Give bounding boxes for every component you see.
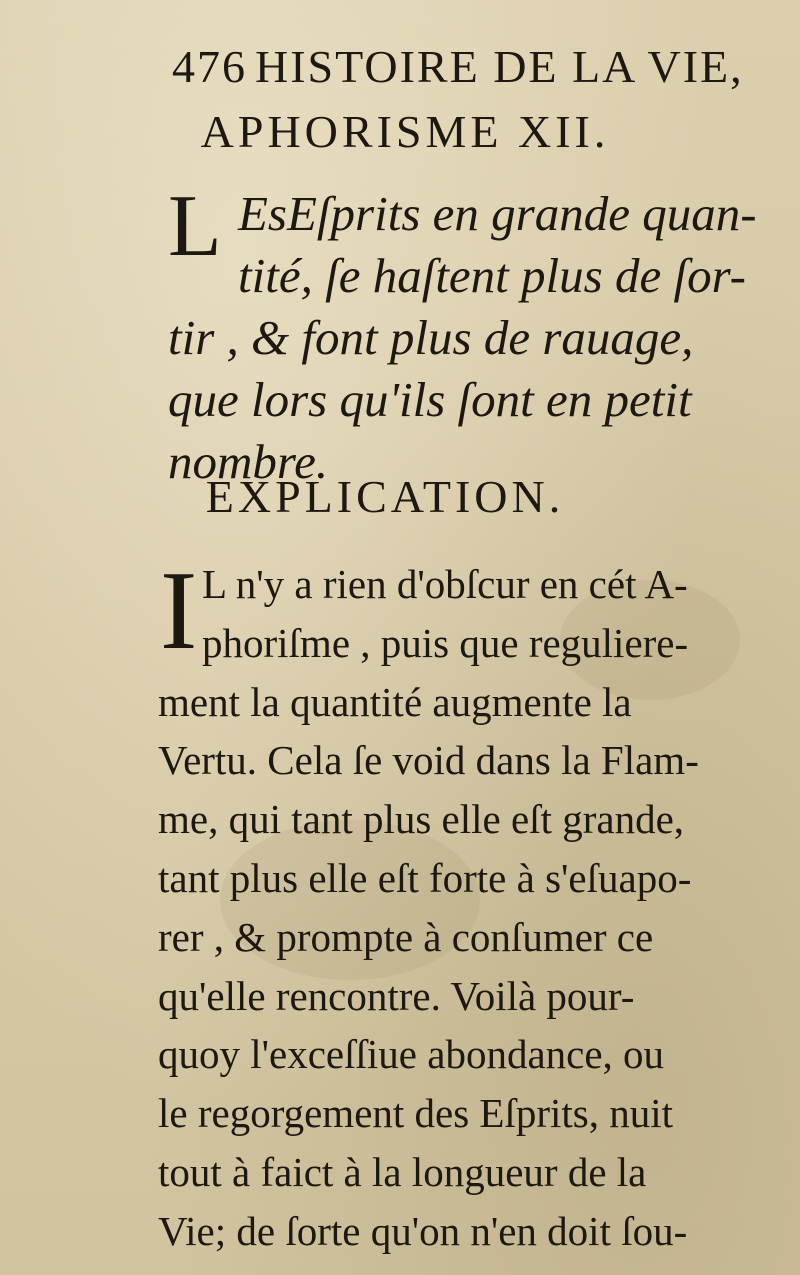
explication-line: L n'y a rien d'obſcur en cét A- (202, 561, 688, 607)
explication-line: Vie; de ſorte qu'on n'en doit ſou- (158, 1207, 688, 1254)
aphorism-line: tir , & font plus de rauage, (168, 310, 694, 365)
running-head (172, 40, 752, 93)
explication-line: Vertu. Cela ſe void dans la Flam- (158, 737, 699, 784)
aphorism-text (168, 178, 763, 493)
explication-line: le regorgement des Eſprits, nuit (158, 1090, 674, 1137)
aphorism-line: tité, ſe haſtent plus de ſor- (238, 248, 746, 303)
aphorism-line: EsEſprits en grande quan- (238, 186, 757, 241)
running-title: HISTOIRE DE LA VIE, (255, 41, 744, 92)
drop-cap-l: L (168, 178, 222, 275)
explication-line: me, qui tant plus elle eſt grande, (158, 796, 685, 843)
explication-line: rer , & prompte à conſumer ce (158, 913, 654, 960)
explication-line: ment la quantité augmente la (158, 678, 632, 725)
aphorism-heading: APHORISME XII. (200, 106, 610, 157)
explication-line: tout à faict à la longueur de la (158, 1148, 647, 1195)
explication-heading: EXPLICATION. (205, 471, 565, 522)
explication-text (158, 549, 758, 1261)
aphorism-line: que lors qu'ils ſont en petit (168, 372, 692, 427)
explication-line: tant plus elle eſt forte à s'eſuapo- (158, 854, 692, 901)
page-number: 476 (172, 41, 247, 92)
aphorism-line: nombre. (168, 434, 329, 489)
drop-cap-i: I (160, 549, 198, 673)
explication-line: phoriſme , puis que reguliere- (202, 619, 689, 666)
explication-line: quoy l'exceſſiue abondance, ou (158, 1031, 665, 1078)
explication-line: qu'elle rencontre. Voilà pour- (158, 972, 635, 1019)
